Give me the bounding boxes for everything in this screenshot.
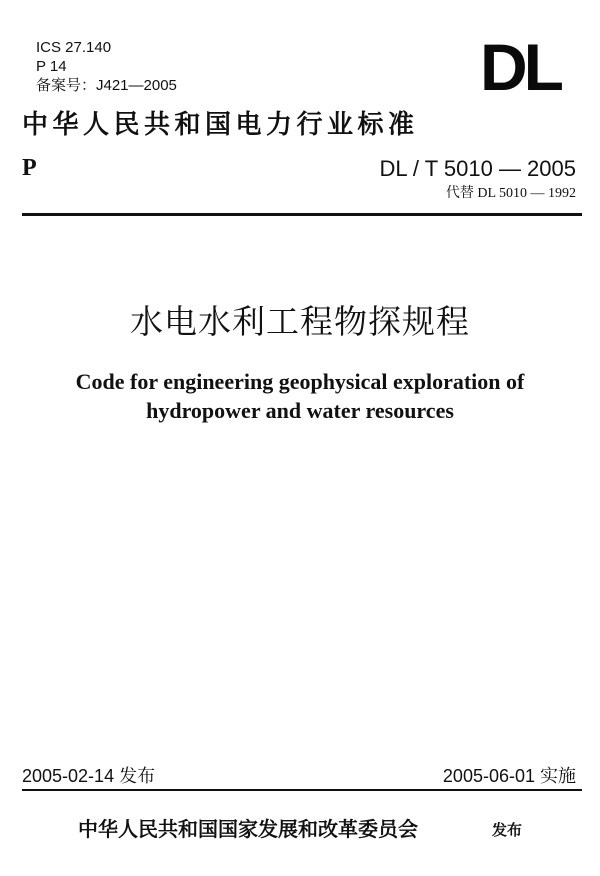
title-english-line-1: Code for engineering geophysical exploration of <box>75 369 525 394</box>
issue-date: 2005-02-14 发布 <box>22 766 156 786</box>
implementation-date: 2005-06-01 实施 <box>442 766 576 786</box>
replaces-note: 代替 DL 5010 — 1992 <box>445 186 576 201</box>
org-title: 中华人民共和国电力行业标准 <box>22 110 419 140</box>
category-letter: P <box>22 155 37 181</box>
title-chinese: 水电水利工程物探规程 <box>130 302 470 341</box>
issuer-action: 发布 <box>492 821 523 839</box>
top-divider <box>22 213 582 216</box>
issuer-name: 中华人民共和国国家发展和改革委员会 <box>78 817 418 841</box>
bottom-divider <box>22 789 582 791</box>
ics-code: ICS 27.140 <box>36 39 112 56</box>
classification-code: P 14 <box>36 58 67 75</box>
title-english-line-2: hydropower and water resources <box>146 398 454 423</box>
dl-logo: DL <box>480 30 560 104</box>
filing-number: 备案号：J421—2005 <box>36 77 177 94</box>
standard-code: DL / T 5010 — 2005 <box>379 156 576 181</box>
